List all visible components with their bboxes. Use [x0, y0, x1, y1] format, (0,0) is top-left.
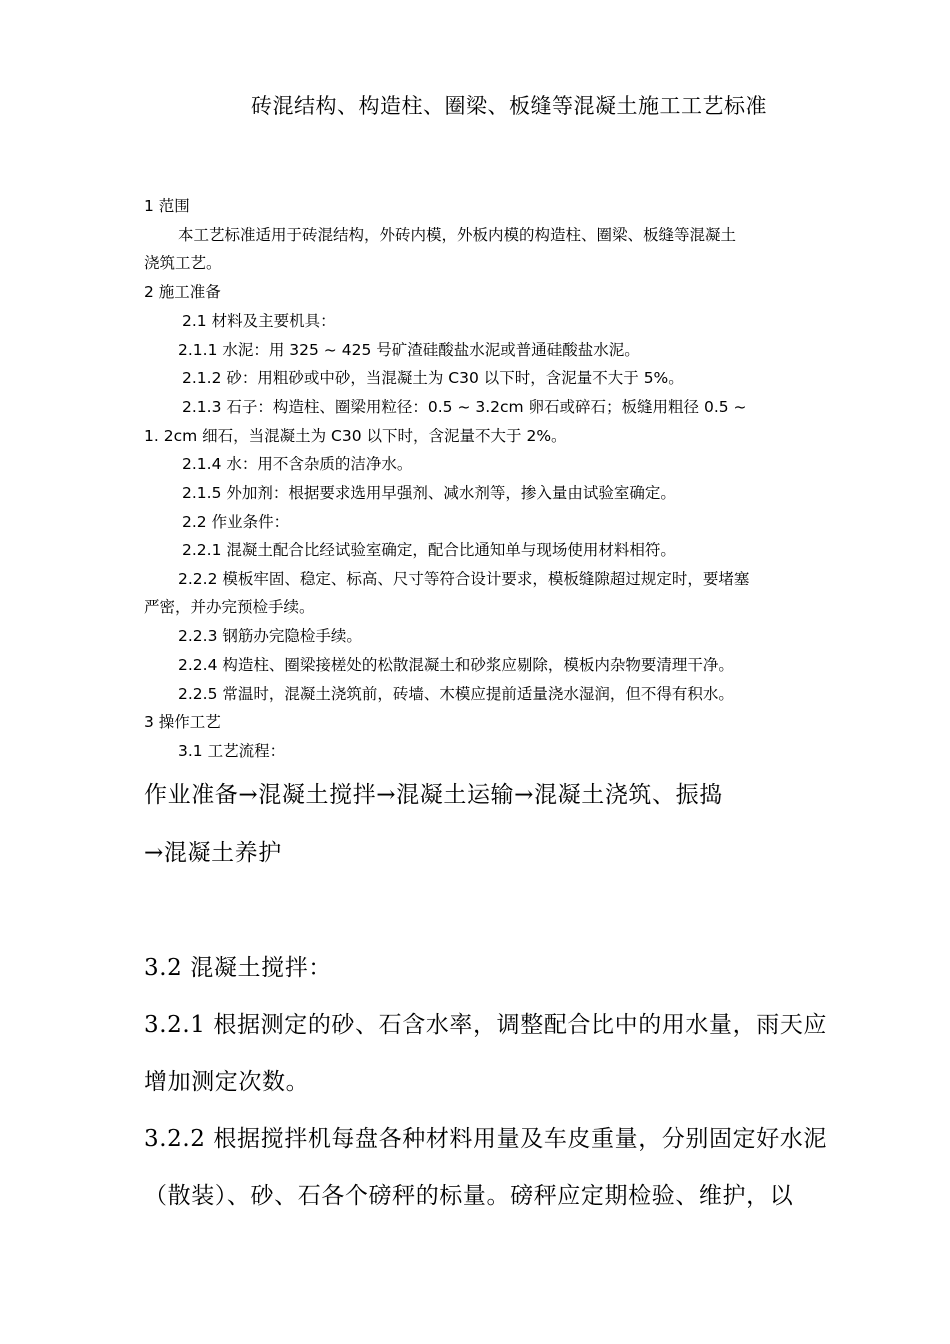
clause-line: 2.1.1 水泥：用 325 ~ 425 号矿渣硅酸盐水泥或普通硅酸盐水泥。 — [178, 341, 640, 359]
subsection-heading: 2.2 作业条件： — [182, 513, 290, 531]
section-1-heading: 1 范围 — [144, 197, 190, 215]
document-title: 砖混结构、构造柱、圈梁、板缝等混凝土施工工艺标准 — [251, 94, 767, 118]
clause-line: 2.2.5 常温时，混凝土浇筑前，砖墙、木模应提前适量浇水湿润，但不得有积水。 — [178, 685, 734, 703]
paragraph-line: 浇筑工艺。 — [144, 254, 222, 272]
clause-line: 3.2.1 根据测定的砂、石含水率，调整配合比中的用水量，雨天应 — [144, 1012, 828, 1038]
clause-line: 1. 2cm 细石，当混凝土为 C30 以下时，含泥量不大于 2%。 — [144, 427, 567, 445]
subsection-heading: 3.1 工艺流程： — [178, 742, 286, 760]
clause-line: 严密，并办完预检手续。 — [144, 598, 315, 616]
subsection-heading: 3.2 混凝土搅拌： — [144, 955, 332, 981]
clause-line: 2.1.2 砂：用粗砂或中砂，当混凝土为 C30 以下时，含泥量不大于 5%。 — [182, 369, 684, 387]
clause-line: 增加测定次数。 — [144, 1069, 310, 1095]
clause-line: （散装）、砂、石各个磅秤的标量。磅秤应定期检验、维护，以 — [144, 1183, 794, 1209]
clause-line: 2.2.4 构造柱、圈梁接槎处的松散混凝土和砂浆应剔除，模板内杂物要清理干净。 — [178, 656, 734, 674]
process-flow-line: →混凝土养护 — [144, 840, 282, 866]
clause-line: 2.2.3 钢筋办完隐检手续。 — [178, 627, 362, 645]
process-flow-line: 作业准备→混凝土搅拌→混凝土运输→混凝土浇筑、振捣 — [144, 782, 723, 808]
clause-line: 2.1.5 外加剂：根据要求选用早强剂、减水剂等，掺入量由试验室确定。 — [182, 484, 676, 502]
paragraph-line: 本工艺标准适用于砖混结构，外砖内模，外板内模的构造柱、圈梁、板缝等混凝土 — [178, 226, 737, 244]
clause-line: 3.2.2 根据搅拌机每盘各种材料用量及车皮重量，分别固定好水泥 — [144, 1126, 828, 1152]
clause-line: 2.2.2 模板牢固、稳定、标高、尺寸等符合设计要求，模板缝隙超过规定时，要堵塞 — [178, 570, 750, 588]
section-2-heading: 2 施工准备 — [144, 283, 221, 301]
clause-line: 2.2.1 混凝土配合比经试验室确定，配合比通知单与现场使用材料相符。 — [182, 541, 676, 559]
clause-line: 2.1.3 石子：构造柱、圈梁用粒径：0.5 ~ 3.2cm 卵石或碎石；板缝用粗径 0.5 ~ — [182, 398, 747, 416]
subsection-heading: 2.1 材料及主要机具： — [182, 312, 336, 330]
section-3-heading: 3 操作工艺 — [144, 713, 221, 731]
clause-line: 2.1.4 水：用不含杂质的洁净水。 — [182, 455, 413, 473]
